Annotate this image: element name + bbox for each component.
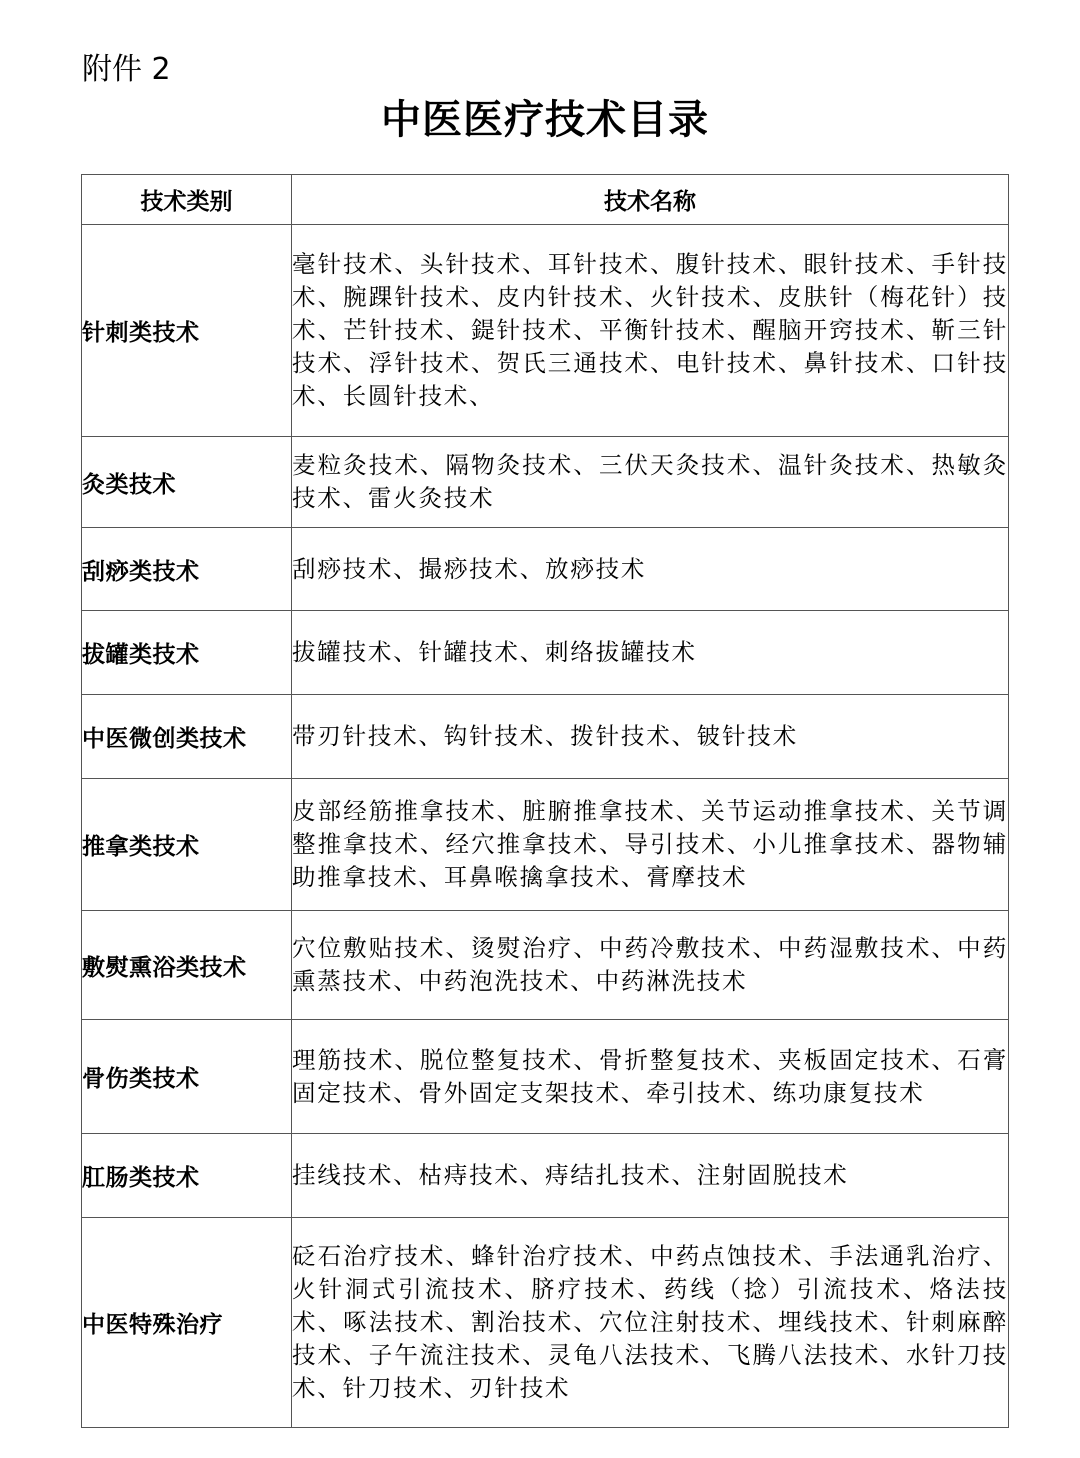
row-technique-names: 带刃针技术、钩针技术、拨针技术、铍针技术 bbox=[292, 695, 1009, 779]
row-technique-names: 毫针技术、头针技术、耳针技术、腹针技术、眼针技术、手针技术、腕踝针技术、皮内针技术、火针技术、皮肤针（梅花针）技术、芒针技术、鍉针技术、平衡针技术、醒脑开窍技术、靳三针技术、浮针技术、贺氏三通技术、电针技术、鼻针技术、口针技术、长圆针技术、 bbox=[292, 225, 1009, 437]
row-category: 刮痧类技术 bbox=[82, 528, 292, 611]
row-category: 中医微创类技术 bbox=[82, 695, 292, 779]
technique-catalog-table bbox=[81, 174, 1009, 1428]
table-row bbox=[82, 1020, 1009, 1134]
table-row bbox=[82, 611, 1009, 695]
row-technique-names: 穴位敷贴技术、烫熨治疗、中药冷敷技术、中药湿敷技术、中药熏蒸技术、中药泡洗技术、中药淋洗技术 bbox=[292, 911, 1009, 1020]
header-category: 技术类别 bbox=[82, 175, 292, 225]
attachment-label: 附件 2 bbox=[82, 52, 171, 87]
row-category: 灸类技术 bbox=[82, 437, 292, 528]
row-technique-names: 砭石治疗技术、蜂针治疗技术、中药点蚀技术、手法通乳治疗、火针洞式引流技术、脐疗技术、药线（捻）引流技术、烙法技术、啄法技术、割治技术、穴位注射技术、埋线技术、针刺麻醉技术、子午流注技术、灵龟八法技术、飞腾八法技术、水针刀技术、针刀技术、刃针技术 bbox=[292, 1218, 1009, 1428]
header-name: 技术名称 bbox=[292, 175, 1009, 225]
row-category: 肛肠类技术 bbox=[82, 1134, 292, 1218]
table-row bbox=[82, 695, 1009, 779]
table-row bbox=[82, 911, 1009, 1020]
row-technique-names: 拔罐技术、针罐技术、刺络拔罐技术 bbox=[292, 611, 1009, 695]
table-header-row bbox=[82, 175, 1009, 225]
row-technique-names: 皮部经筋推拿技术、脏腑推拿技术、关节运动推拿技术、关节调整推拿技术、经穴推拿技术、导引技术、小儿推拿技术、器物辅助推拿技术、耳鼻喉擒拿技术、膏摩技术 bbox=[292, 779, 1009, 911]
row-category: 敷熨熏浴类技术 bbox=[82, 911, 292, 1020]
table-row bbox=[82, 528, 1009, 611]
table-row bbox=[82, 437, 1009, 528]
row-technique-names: 麦粒灸技术、隔物灸技术、三伏天灸技术、温针灸技术、热敏灸技术、雷火灸技术 bbox=[292, 437, 1009, 528]
row-technique-names: 理筋技术、脱位整复技术、骨折整复技术、夹板固定技术、石膏固定技术、骨外固定支架技术、牵引技术、练功康复技术 bbox=[292, 1020, 1009, 1134]
table-row bbox=[82, 1134, 1009, 1218]
table-row bbox=[82, 779, 1009, 911]
page-title: 中医医疗技术目录 bbox=[381, 97, 709, 143]
row-technique-names: 刮痧技术、撮痧技术、放痧技术 bbox=[292, 528, 1009, 611]
row-technique-names: 挂线技术、枯痔技术、痔结扎技术、注射固脱技术 bbox=[292, 1134, 1009, 1218]
row-category: 骨伤类技术 bbox=[82, 1020, 292, 1134]
row-category: 中医特殊治疗 bbox=[82, 1218, 292, 1428]
row-category: 针刺类技术 bbox=[82, 225, 292, 437]
row-category: 拔罐类技术 bbox=[82, 611, 292, 695]
table-row bbox=[82, 225, 1009, 437]
table-row bbox=[82, 1218, 1009, 1428]
row-category: 推拿类技术 bbox=[82, 779, 292, 911]
